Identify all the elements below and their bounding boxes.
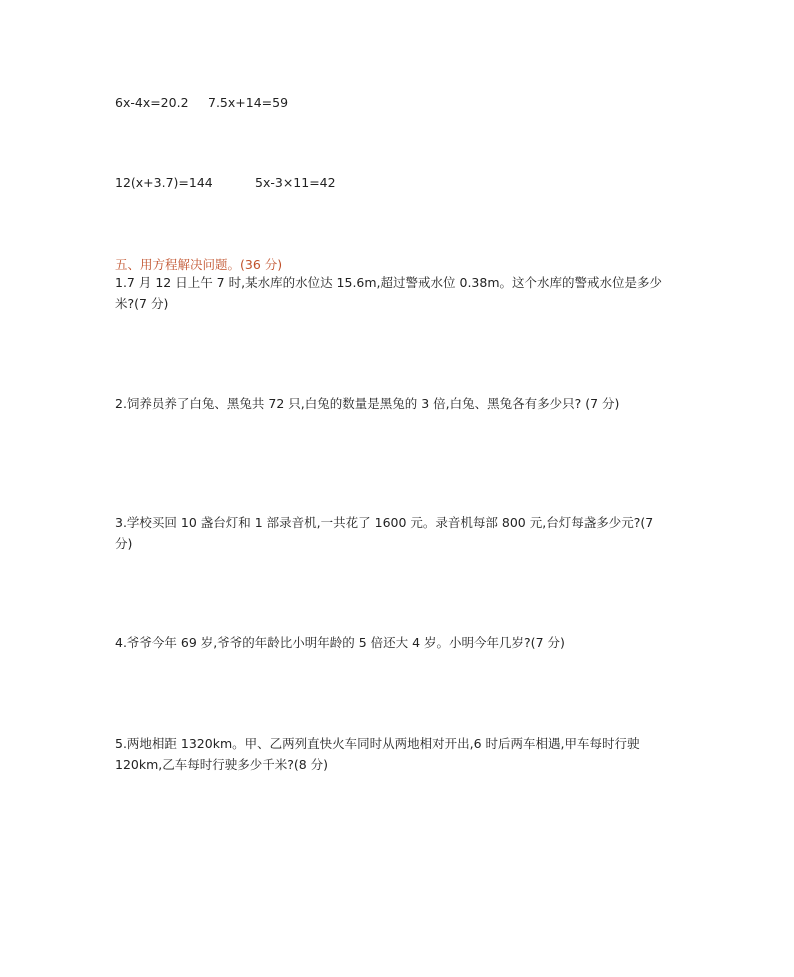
equation-3: 12(x+3.7)=144 xyxy=(115,175,213,190)
equation-2: 7.5x+14=59 xyxy=(208,95,289,110)
question-5: 5.两地相距 1320km。甲、乙两列直快火车同时从两地相对开出,6 时后两车相遇,甲车每时行驶 120km,乙车每时行驶多少千米?(8 分) xyxy=(115,736,640,772)
equation-4: 5x-3×11=42 xyxy=(255,175,336,190)
equation-1: 6x-4x=20.2 xyxy=(115,95,189,110)
section-title: 五、用方程解决问题。(36 分) xyxy=(115,257,283,272)
question-1: 1.7 月 12 日上午 7 时,某水库的水位达 15.6m,超过警戒水位 0.38m。这个水库的警戒水位是多少 米?(7 分) xyxy=(115,275,663,311)
question-4: 4.爷爷今年 69 岁,爷爷的年龄比小明年龄的 5 倍还大 4 岁。小明今年几岁?(7 分) xyxy=(115,635,565,650)
question-2: 2.饲养员养了白兔、黑兔共 72 只,白兔的数量是黑兔的 3 倍,白兔、黑兔各有多少只? (7 分) xyxy=(115,396,620,411)
question-3: 3.学校买回 10 盏台灯和 1 部录音机,一共花了 1600 元。录音机每部 800 元,台灯每盏多少元?(7 分) xyxy=(115,515,654,551)
